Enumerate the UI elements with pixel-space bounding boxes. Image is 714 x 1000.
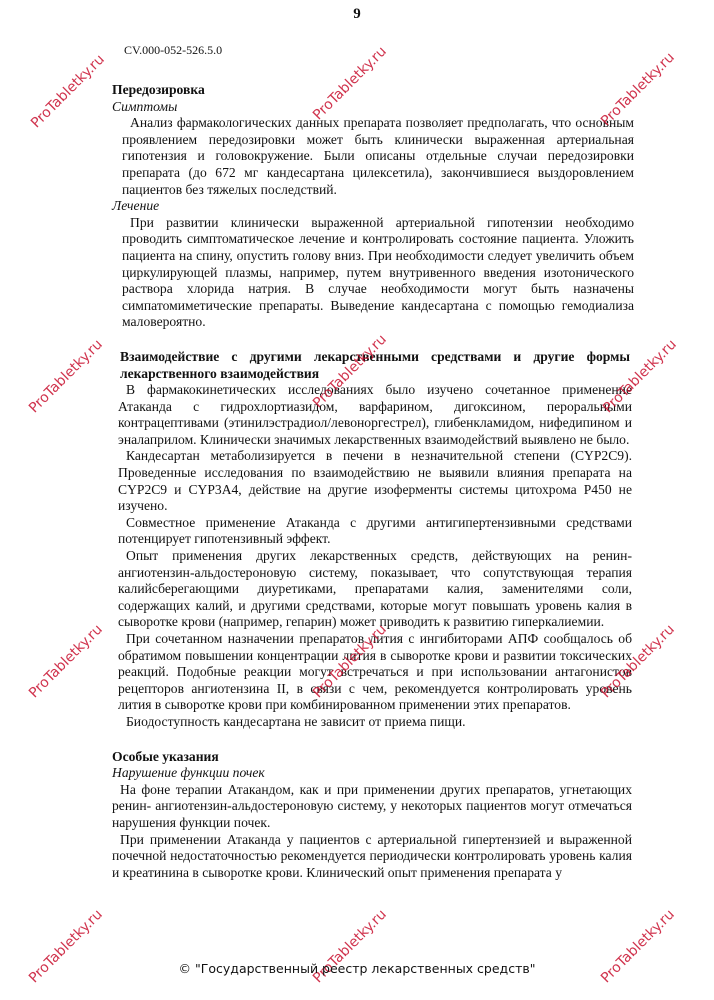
overdose-heading: Передозировка bbox=[112, 82, 205, 97]
renal-function-subheading: Нарушение функции почек bbox=[112, 765, 265, 781]
watermark: ProTabletky.ru bbox=[310, 906, 390, 987]
interactions-paragraph: Кандесартан метаболизируется в печени в незначительной степени (CYP2C9). Проведенные исследования по взаимодействию не выявили влияния препарата на CYP2C9 и CYP3A4, действие на другие изоферменты системы цитохрома P450 не изучено. bbox=[118, 448, 632, 514]
watermark: ProTabletky.ru bbox=[26, 621, 106, 702]
special-paragraph: При применении Атаканда у пациентов с артериальной гипертензией и выраженной почечной недостаточностью рекомендуется периодически контролировать уровень калия и креатинина в сыворотке крови. Клинический опыт применения препарата у bbox=[112, 831, 632, 880]
special-paragraph: На фоне терапии Атакандом, как и при применении других препаратов, угнетающих ренин- ангиотензин-альдостероновую систему, у некоторых пациентов могут отмечаться нарушения функции почек. bbox=[112, 781, 632, 830]
watermark: ProTabletky.ru bbox=[310, 621, 390, 702]
watermark: ProTabletky.ru bbox=[310, 331, 390, 412]
symptoms-subheading: Симптомы bbox=[112, 98, 178, 114]
symptoms-paragraph: Анализ фармакологических данных препарата позволяет предполагать, что основным проявлением передозировки может быть клинически выраженная артериальная гипотензия и головокружение. Были описаны отдельные случаи передозировки препарата (до 672 мг кандесартана цилексетила), закончившиеся выздоровлением пациентов без тяжелых последствий. bbox=[122, 115, 634, 197]
interactions-heading: Взаимодействие с другими лекарственными средствами и другие формы лекарственного взаимодействия bbox=[120, 348, 630, 381]
watermark: ProTabletky.ru bbox=[598, 906, 678, 987]
watermark: ProTabletky.ru bbox=[598, 49, 678, 130]
interactions-section bbox=[118, 382, 632, 730]
watermark: ProTabletky.ru bbox=[600, 336, 680, 417]
interactions-paragraph: Совместное применение Атаканда с другими антигипертензивными средствами потенцирует гипотензивный эффект. bbox=[118, 514, 632, 547]
special-instructions-heading: Особые указания bbox=[112, 748, 219, 764]
interactions-paragraph: Опыт применения других лекарственных средств, действующих на ренин-ангиотензин-альдостероновую систему, показывает, что сопутствующая терапия калийсберегающими диуретиками, препаратами калия, заменителями соли, содержащих калий, и другими средствами, которые могут повышать уровень калия в сыворотке крови (например, гепарин) может приводить к развитию гиперкалиемии. bbox=[118, 548, 632, 630]
footer-copyright: © "Государственный реестр лекарственных средств" bbox=[178, 961, 536, 976]
watermark: ProTabletky.ru bbox=[26, 906, 106, 987]
watermark: ProTabletky.ru bbox=[598, 621, 678, 702]
document-body bbox=[112, 82, 632, 881]
document-code: CV.000-052-526.5.0 bbox=[124, 43, 223, 57]
interactions-paragraph: При сочетанном назначении препаратов лития с ингибиторами АПФ сообщалось об обратимом повышении концентрации лития в сыворотке крови и развитии токсических реакций. Подобные реакции могут встречаться и при использовании антагонистов рецепторов ангиотензина II, в связи с чем, рекомендуется контролировать уровень лития в сыворотке крови при комбинированном применении этих препаратов. bbox=[118, 631, 632, 713]
interactions-paragraph: Биодоступность кандесартана не зависит от приема пищи. bbox=[126, 713, 466, 729]
watermark: ProTabletky.ru bbox=[28, 51, 108, 132]
watermark: ProTabletky.ru bbox=[26, 336, 106, 417]
interactions-paragraph: В фармакокинетических исследованиях было изучено сочетанное применение Атаканда с гидрохлортиазидом, варфарином, дигоксином, пероральными контрацептивами (этинилэстрадиол/левоноргестрел), глибенкламидом, нифедипином и эналаприлом. Клинически значимых лекарственных взаимодействий выявлено не было. bbox=[118, 382, 632, 447]
treatment-subheading: Лечение bbox=[112, 198, 160, 214]
treatment-paragraph: При развитии клинически выраженной артериальной гипотензии необходимо проводить симптоматическое лечение и контролировать состояние пациента. Уложить пациента на спину, опустить голову вниз. При необходимости следует увеличить объем циркулирующей плазмы, например, путем внутривенного введения изотонического раствора хлорида натрия. В случае необходимости могут быть назначены симпатомиметические препараты. Выведение кандесартана с помощью гемодиализа маловероятно. bbox=[122, 214, 634, 330]
page-number: 9 bbox=[353, 6, 361, 22]
watermark: ProTabletky.ru bbox=[310, 43, 390, 124]
